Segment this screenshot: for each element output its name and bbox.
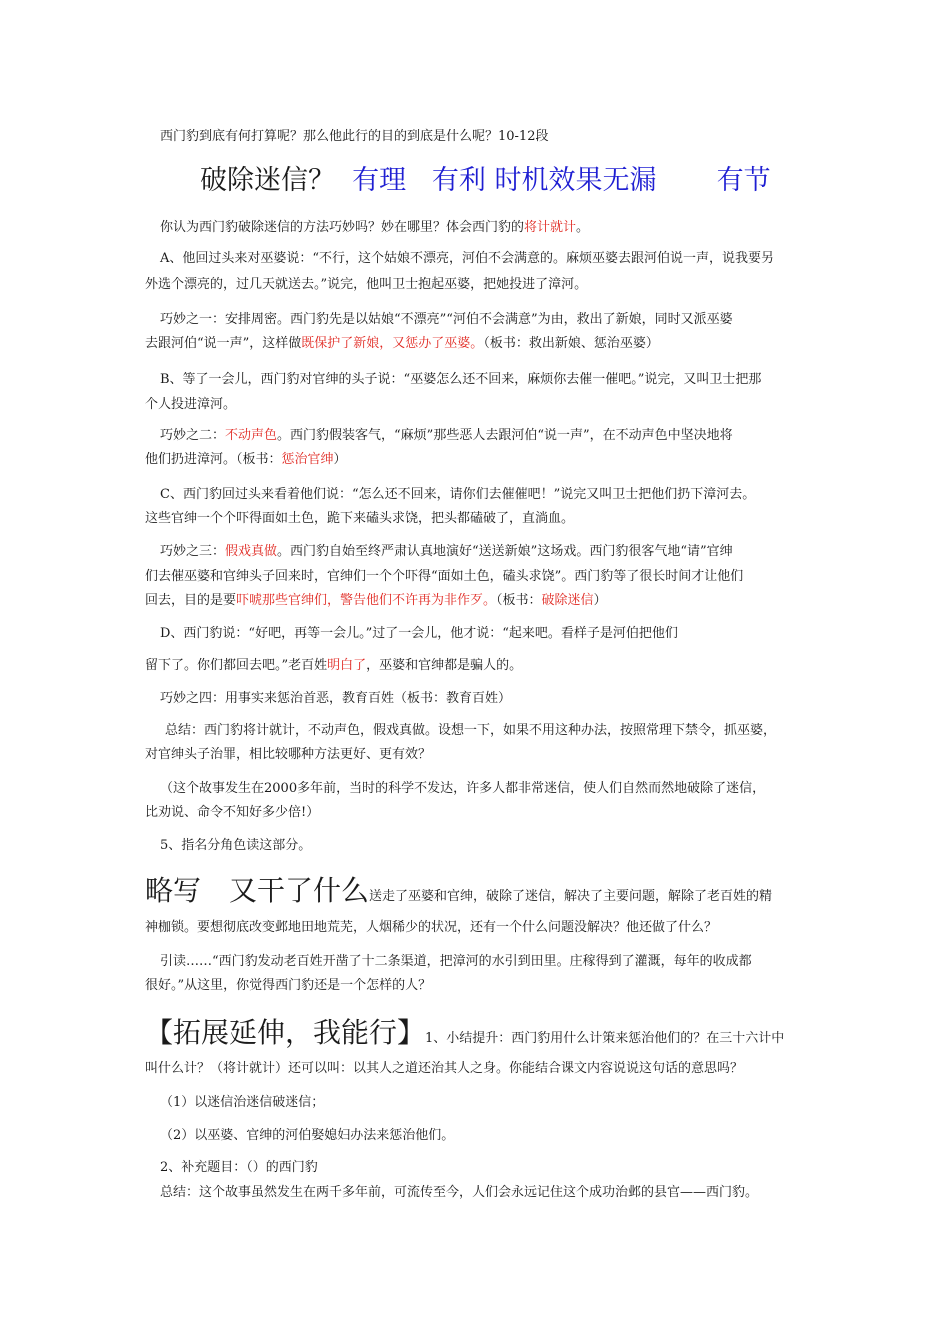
- heading-point-2: 有利: [431, 165, 486, 196]
- extension-heading: 【拓展延伸，我能行】: [145, 1016, 426, 1049]
- m3-highlight: 假戏真做: [225, 544, 278, 559]
- option-1: （1）以迷信治迷信破迷信；: [160, 1095, 325, 1110]
- m1-text: 去跟河伯“说一声”，这样做: [145, 336, 302, 351]
- m2-text-2: 他们扔进漳河。（板书：: [145, 452, 282, 467]
- note-line-1: （这个故事发生在2000多年前，当时的科学不发达，许多人都非常迷信，使人们自然而然地破除了迷信，: [160, 781, 766, 796]
- d-end: ，巫婆和官绅都是骗人的。: [366, 658, 523, 673]
- heading-point-4: 有节: [716, 165, 771, 196]
- q1-end: 。: [576, 220, 590, 235]
- paragraph-c-line-1: C、西门豹回过头来看着他们说：“怎么还不回来，请你们去催催吧！”说完又叫卫士把他们扔下漳河去。: [160, 487, 756, 502]
- extension-line-1: [145, 1016, 810, 1052]
- clever-1-line-1: 巧妙之一：安排周密。西门豹先是以姑娘“不漂亮”“河伯不会满意”为由，救出了新娘，同时又派巫婆: [160, 312, 733, 327]
- final-summary: 总结：这个故事虽然发生在两千多年前，可流传至今，人们会永远记住这个成功治邺的县官——西门豹。: [160, 1185, 759, 1200]
- m2-label: 巧妙之二：: [160, 428, 226, 443]
- brief-text: 送走了巫婆和官绅，破除了迷信，解决了主要问题，解除了老百姓的精: [369, 889, 773, 904]
- d-highlight: 明白了: [327, 658, 367, 673]
- clever-3-line-2: 们去催巫婆和官绅头子回来时，官绅们一个个吓得“面如土色，磕头求饶”。西门豹等了很长时间才让他们: [145, 569, 744, 584]
- m2-board-highlight: 惩治官绅: [281, 452, 334, 467]
- clever-3-line-1: [160, 543, 825, 561]
- brief-line-1: [145, 874, 810, 910]
- intro-question: 西门豹到底有何打算呢？那么他此行的目的到底是什么呢？10-12段: [160, 129, 549, 144]
- extension-line-2: 叫什么计？（将计就计）还可以叫：以其人之道还治其人之身。你能结合课文内容说说这句话的意思吗？: [145, 1061, 744, 1076]
- clever-1-line-2: [145, 335, 810, 353]
- clever-4: 巧妙之四：用事实来惩治首恶，教育百姓（板书：教育百姓）: [160, 691, 512, 706]
- m1-highlight: 既保护了新娘，又惩办了巫婆。: [301, 336, 484, 351]
- option-2: （2）以巫婆、官绅的河伯娶媳妇办法来惩治他们。: [160, 1128, 455, 1143]
- m1-board-note: （板书：救出新娘、惩治巫婆）: [483, 336, 659, 351]
- paragraph-b-line-1: B、等了一会儿，西门豹对官绅的头子说：“巫婆怎么还不回来，麻烦你去催一催吧。”说完，又叫卫士把那: [160, 372, 762, 387]
- paragraph-a-line-1: A、他回过头来对巫婆说：“不行，这个姑娘不漂亮，河伯不会满意的。麻烦巫婆去跟河伯说一声，说我要另: [160, 251, 775, 266]
- m2-close: ）: [333, 452, 347, 467]
- summary-line-1: 总结：西门豹将计就计，不动声色，假戏真做。设想一下，如果不用这种办法，按照常理下禁令，抓巫婆，: [165, 723, 777, 738]
- q1-text: 你认为西门豹破除迷信的方法巧妙吗？妙在哪里？体会西门豹的: [160, 220, 525, 235]
- clever-3-line-3: [145, 592, 810, 610]
- d-text: 留下了。你们都回去吧。”老百姓: [145, 658, 328, 673]
- m2-highlight: 不动声色: [225, 428, 278, 443]
- paragraph-b-line-2: 个人投进漳河。: [145, 397, 237, 412]
- heading-point-1: 有理: [352, 165, 407, 196]
- paragraph-a-line-2: 外选个漂亮的，过几天就送去。”说完，他叫卫士抱起巫婆，把她投进了漳河。: [145, 277, 588, 292]
- item-5: 5、指名分角色读这部分。: [160, 838, 312, 853]
- m3-board-close: ）: [593, 593, 607, 608]
- clever-2-line-1: [160, 427, 825, 445]
- brief-line-2: 神枷锁。要想彻底改变邺地田地荒芜，人烟稀少的状况，还有一个什么问题没解决？他还做了什么？: [145, 920, 718, 935]
- q1-highlight: 将计就计: [524, 220, 577, 235]
- paragraph-c-line-2: 这些官绅一个个吓得面如土色，跪下来磕头求饶，把头都磕破了，直淌血。: [145, 511, 575, 526]
- m2-text: 。西门豹假装客气，“麻烦”那些恶人去跟河伯“说一声”，在不动声色中坚决地将: [277, 428, 733, 443]
- guide-line-2: 很好。”从这里，你觉得西门豹还是一个怎样的人？: [145, 978, 432, 993]
- question-1: [160, 219, 825, 237]
- m3-text: 。西门豹自始至终严肃认真地演好“送送新娘”这场戏。西门豹很客气地“请”官绅: [277, 544, 733, 559]
- heading-point-3: 时机效果无漏: [494, 165, 657, 196]
- m3-highlight-2: 吓唬那些官绅们，警告他们不许再为非作歹。: [236, 593, 497, 608]
- heading-main: 破除迷信？: [200, 165, 335, 196]
- m3-board-highlight: 破除迷信: [541, 593, 594, 608]
- summary-line-2: 对官绅头子治罪，相比较哪种方法更好、更有效？: [145, 747, 432, 762]
- section-heading: [200, 164, 771, 198]
- note-line-2: 比劝说、命令不知好多少倍!）: [145, 805, 320, 820]
- clever-2-line-2: [145, 451, 810, 469]
- m3-text-3: 回去，目的是要: [145, 593, 237, 608]
- m3-label: 巧妙之三：: [160, 544, 226, 559]
- question-2: 2、补充题目：（）的西门豹: [160, 1160, 318, 1175]
- guide-line-1: 引读……“西门豹发动老百姓开凿了十二条渠道，把漳河的水引到田里。庄稼得到了灌溉，每年的收成都: [160, 954, 752, 969]
- brief-heading: 略写 又干了什么: [145, 874, 370, 907]
- paragraph-d-line-2: [145, 657, 810, 675]
- m3-board-open: （板书：: [496, 593, 542, 608]
- paragraph-d-line-1: D、西门豹说：“好吧，再等一会儿。”过了一会儿，他才说：“起来吧。看样子是河伯把他们: [160, 626, 678, 641]
- extension-text: 1、小结提升：西门豹用什么计策来惩治他们的？在三十六计中: [425, 1031, 785, 1046]
